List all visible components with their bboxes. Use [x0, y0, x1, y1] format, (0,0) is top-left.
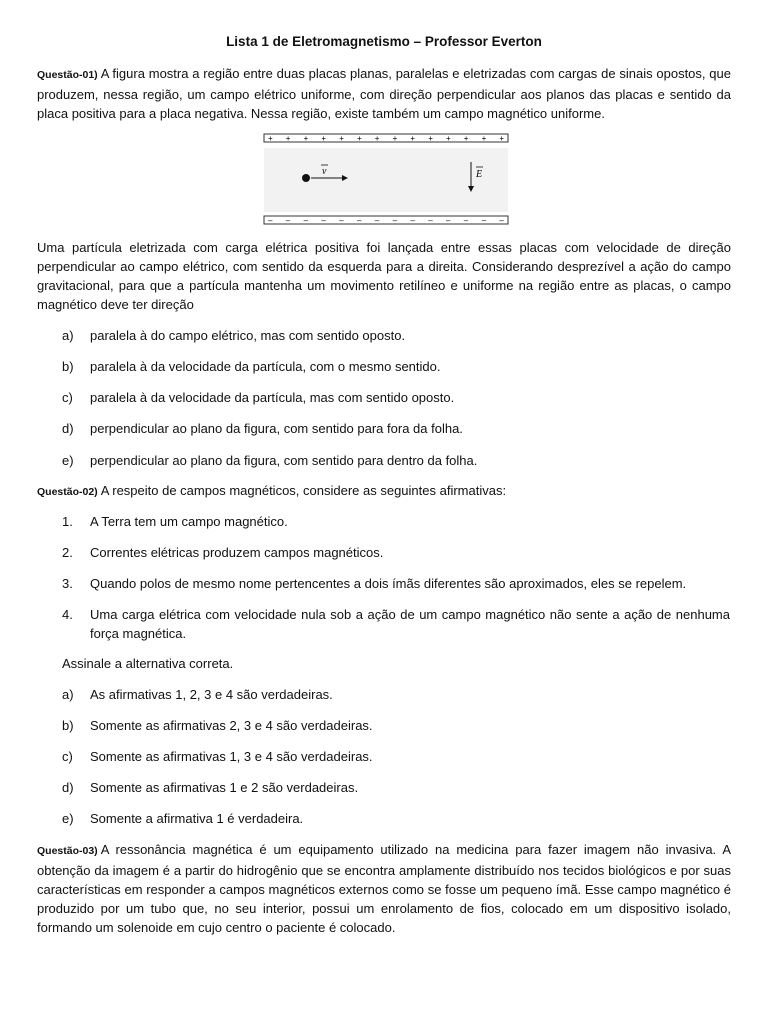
statement-item-text: Uma carga elétrica com velocidade nula sob a ação de um campo magnético não sente a ação de nenhuma força magnética.	[90, 607, 730, 641]
minus-sign: –	[392, 216, 398, 225]
plus-sign: +	[285, 134, 291, 143]
answer-option	[62, 419, 730, 438]
charged-plates-figure	[262, 128, 510, 228]
answer-option	[62, 326, 730, 345]
minus-sign: –	[428, 216, 433, 225]
plus-sign: +	[463, 134, 469, 143]
answer-option-text: Somente as afirmativas 1, 3 e 4 são verdadeiras.	[90, 749, 373, 764]
plus-sign: +	[481, 134, 487, 143]
plus-sign: +	[339, 134, 344, 143]
answer-option-key: e)	[62, 811, 74, 826]
answer-option-key: d)	[62, 421, 74, 436]
answer-option-key: a)	[62, 328, 74, 343]
minus-sign: –	[463, 216, 469, 225]
field-label: E	[476, 169, 483, 180]
question-3-intro-text: A ressonância magnética é um equipamento utilizado na medicina para fazer imagem não invasiva. A obtenção da imagem é a partir do hidrogênio que se encontra amplamente distribuído nos tecidos biológicos e por suas características em responder a campos magnéticos externos como se fosse um pequeno ímã. Esse campo magnético é produzido por um tubo que, no seu interior, possui um enrolamento de fios, colocado em um dispositivo isolado, formando um solenoide em cujo centro o paciente é colocado.	[37, 842, 731, 935]
answer-option-key: c)	[62, 749, 73, 764]
answer-option-key: c)	[62, 390, 73, 405]
statement-item-text: Correntes elétricas produzem campos magnéticos.	[90, 545, 384, 560]
statement-item-key: 2.	[62, 545, 73, 560]
plus-sign: +	[499, 134, 505, 143]
minus-sign: –	[339, 216, 344, 225]
question-1-label: Questão-01)	[37, 69, 98, 81]
answer-option	[62, 685, 730, 704]
answer-option	[62, 357, 730, 376]
minus-sign: –	[481, 216, 487, 225]
answer-option	[62, 451, 730, 470]
question-1-body	[37, 238, 731, 314]
particle	[302, 174, 310, 182]
answer-option	[62, 716, 730, 735]
statement-item-key: 1.	[62, 514, 73, 529]
statement-item-text: A Terra tem um campo magnético.	[90, 514, 288, 529]
answer-option-text: As afirmativas 1, 2, 3 e 4 são verdadeiras.	[90, 687, 333, 702]
minus-sign: –	[410, 216, 415, 225]
statement-item	[62, 605, 730, 643]
answer-option-key: e)	[62, 453, 74, 468]
plus-sign: +	[357, 134, 362, 143]
question-2-label: Questão-02)	[37, 486, 98, 498]
plus-sign: +	[374, 134, 380, 143]
answer-option-text: perpendicular ao plano da figura, com sentido para fora da folha.	[90, 421, 463, 436]
positive-plate	[264, 134, 508, 142]
answer-option	[62, 747, 730, 766]
statement-item	[62, 543, 730, 562]
question-2-intro-text: A respeito de campos magnéticos, considere as seguintes afirmativas:	[100, 483, 507, 498]
plus-sign: +	[321, 134, 327, 143]
page-title: Lista 1 de Eletromagnetismo – Professor Everton	[226, 34, 542, 49]
question-1-intro-text: A figura mostra a região entre duas placas planas, paralelas e eletrizadas com cargas de sinais opostos, que produzem, nessa região, um campo elétrico uniforme, com direção perpendicular aos planos das placas e sentido da placa positiva para a placa negativa. Nessa região, existe também um campo magnético uniforme.	[37, 66, 731, 121]
answer-option-text: Somente as afirmativas 2, 3 e 4 são verdadeiras.	[90, 718, 373, 733]
answer-option-key: a)	[62, 687, 74, 702]
statement-item-text: Quando polos de mesmo nome pertencentes a dois ímãs diferentes são aproximados, eles se repelem.	[90, 576, 687, 591]
minus-sign: –	[268, 216, 273, 225]
velocity-label: v	[322, 166, 327, 177]
statement-item-key: 3.	[62, 576, 73, 591]
minus-sign: –	[446, 216, 451, 225]
question-2-intro	[37, 481, 731, 502]
minus-sign: –	[499, 216, 504, 225]
minus-sign: –	[321, 216, 326, 225]
plus-sign: +	[446, 134, 451, 143]
answer-option-text: paralela à da velocidade da partícula, com o mesmo sentido.	[90, 359, 441, 374]
question-1-intro	[37, 64, 731, 123]
statement-item-key: 4.	[62, 607, 73, 622]
answer-option-key: b)	[62, 359, 74, 374]
minus-sign: –	[374, 216, 380, 225]
negative-plate	[264, 216, 508, 224]
minus-sign: –	[303, 216, 309, 225]
answer-option	[62, 778, 730, 797]
plus-sign: +	[410, 134, 416, 143]
answer-option-text: Somente as afirmativas 1 e 2 são verdadeiras.	[90, 780, 359, 795]
answer-option-text: perpendicular ao plano da figura, com sentido para dentro da folha.	[90, 453, 478, 468]
answer-option-text: paralela à do campo elétrico, mas com sentido oposto.	[90, 328, 406, 343]
minus-sign: –	[357, 216, 362, 225]
answer-option-key: d)	[62, 780, 74, 795]
statement-item	[62, 512, 730, 531]
answer-option-text: Somente a afirmativa 1 é verdadeira.	[90, 811, 304, 826]
question-3-intro	[37, 840, 731, 937]
answer-option	[62, 388, 730, 407]
plus-sign: +	[428, 134, 433, 143]
statement-item	[62, 574, 730, 593]
minus-sign: –	[285, 216, 291, 225]
answer-option	[62, 809, 730, 828]
question-3-label: Questão-03)	[37, 845, 98, 857]
question-2-prompt: Assinale a alternativa correta.	[62, 656, 234, 671]
plus-sign: +	[303, 134, 309, 143]
answer-option-text: paralela à da velocidade da partícula, mas com sentido oposto.	[90, 390, 455, 405]
question-1-body-text: Uma partícula eletrizada com carga elétrica positiva foi lançada entre essas placas com velocidade de direção perpendicular ao campo elétrico, com sentido da esquerda para a direita. Considerando desprezível a ação do campo gravitacional, para que a partícula mantenha um movimento retilíneo e uniforme na região entre as placas, o campo magnético deve ter direção	[37, 240, 731, 312]
answer-option-key: b)	[62, 718, 74, 733]
plus-sign: +	[392, 134, 398, 143]
plus-sign: +	[268, 134, 273, 143]
